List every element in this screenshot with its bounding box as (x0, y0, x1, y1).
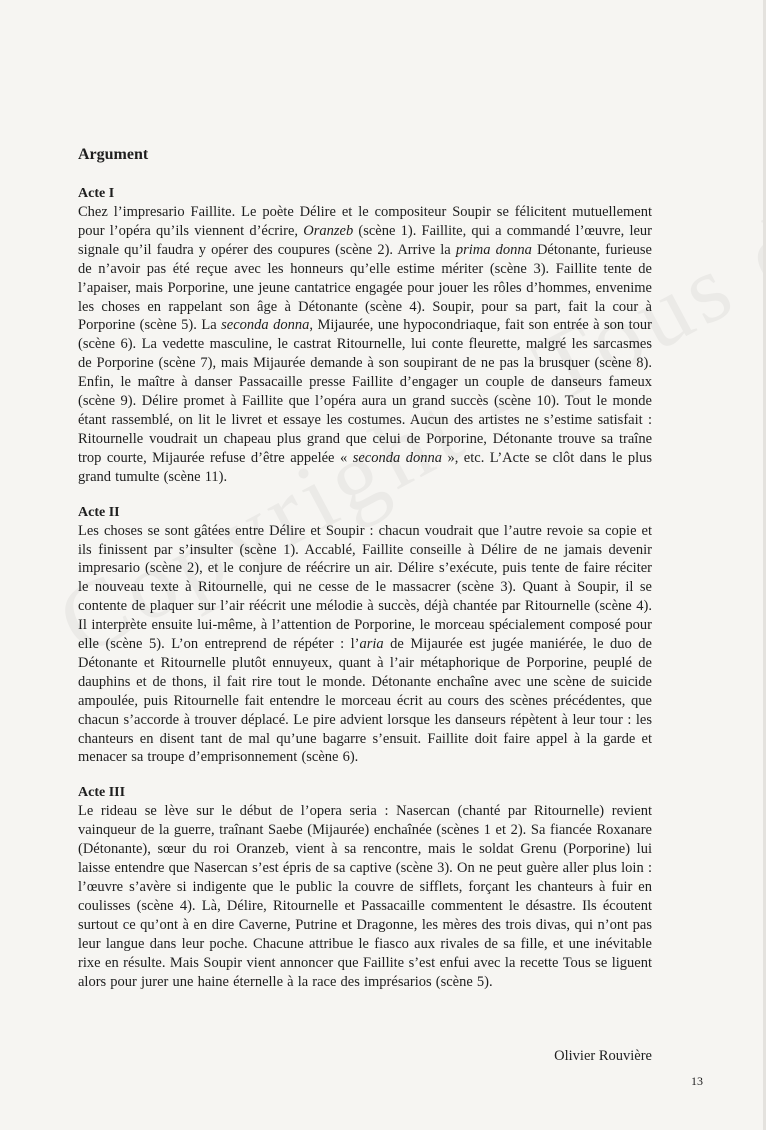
act-2 (78, 505, 652, 768)
act-1-heading: Acte I (78, 186, 115, 201)
act-3 (78, 785, 652, 991)
act-1-text: Chez l’impresario Faillite. Le poète Délire et le compositeur Soupir se félicitent mutuellement pour l’opéra qu’ils viennent d’écrire, Oranzeb (scène 1). Faillite, qui a commandé l’œuvre, leur signale qu’il faudra y opérer des coupures (scène 2). Arrive la prima donna Détonante, furieuse de n’avoir pas été reçue avec les honneurs qu’elle estime mériter (scène 3). Faillite tente de l’apaiser, mais Porporine, une jeune cantatrice engagée pour jouer les rôles d’hommes, envenime les choses en rappelant son âge à Détonante (scène 4). Soupir, pour sa part, fait la cour à Porporine (scène 5). La seconda donna, Mijaurée, une hypocondriaque, fait son entrée à son tour (scène 6). La vedette masculine, le castrat Ritournelle, lui conte fleurette, malgré les sarcasmes de Porporine (scène 7), mais Mijaurée demande à son soupirant de ne pas la brusquer (scène 8). Enfin, le maître à danser Passacaille presse Faillite d’engager un couple de danseurs fameux (scène 9). Délire promet à Faillite que l’opéra aura un grand succès (scène 10). Tout le monde étant rassemblé, on lit le livret et essaye les costumes. Aucun des artistes ne s’estime satisfait : Ritournelle voudrait un chapeau plus grand que celui de Porporine, Détonante trouve sa traîne trop courte, Mijaurée refuse d’être appelée « seconda donna », etc. L’Acte se clôt dans le plus grand tumulte (scène 11). (78, 204, 652, 485)
author-signature: Olivier Rouvière (554, 1048, 652, 1064)
argument-section (78, 146, 652, 1009)
act-3-heading: Acte III (78, 785, 126, 801)
section-title: Argument (78, 146, 149, 163)
act-2-heading: Acte II (78, 504, 120, 520)
act-1 (78, 186, 652, 487)
act-2-text: Les choses se sont gâtées entre Délire et Soupir : chacun voudrait que l’autre revoie sa copie et ils finissent par s’insulter (scène 1). Accablé, Faillite conseille à Délire de ne jamais devenir impresario (scène 2), et le conjure de réécrire un air. Délire s’exécute, puis tente de faire réciter le nouveau texte à Ritournelle, qui ne cesse de le massacrer (scène 3). Quant à Soupir, il se contente de plaquer sur l’air réécrit une mélodie à succès, déjà chantée par Ritournelle (scène 4). Il interprète ensuite lui-même, à l’attention de Porporine, le morceau spécialement composé pour elle (scène 5). L’on entreprend de répéter : l’aria de Mijaurée est jugée maniérée, le duo de Détonante et Ritournelle plutôt ennuyeux, quant à l’air métaphorique de Porporine, peuplé de dauphins et de thons, il fait rire tout le monde. Détonante enchaîne avec une scène de suicide ampoulée, puis Ritournelle fait entendre le morceau écrit au cours des scènes précédentes, que chacun s’accorde à trouver déplacé. Le pire advient lorsque les danseurs répètent à leur tour : les chanteurs en disent tant de mal qu’une bagarre s’ensuit. Faillite doit faire appel à la garde et menacer sa troupe d’emprisonnement (scène 6). (78, 522, 652, 766)
page-number: 13 (691, 1074, 703, 1088)
act-3-text: Le rideau se lève sur le début de l’opera seria : Nasercan (chanté par Ritournelle) revient vainqueur de la guerre, traînant Saebe (Mijaurée) enchaînée (scènes 1 et 2). Sa fiancée Roxanare (Détonante), sœur du roi Oranzeb, vient à sa rencontre, mais le soldat Grenu (Porporine) lui laisse entendre que Nasercan s’est épris de sa captive (scène 3). On ne peut guère aller plus loin : l’œuvre s’avère si indigente que le public la couvre de sifflets, forçant les chanteurs à fuir en coulisses (scène 4). Là, Délire, Ritournelle et Passacaille commentent le désastre. Ils écoutent surtout ce qu’ont à en dire Caverne, Putrine et Dragonne, les mères des trois divas, qui n’ont pas leur langue dans leur poche. Chacune attribue le fiasco aux rivales de sa fille, et une inévitable rixe en résulte. Mais Soupir vient annoncer que Faillite s’est enfui avec la recette Tous se liguent alors pour jurer une haine éternelle à la race des imprésarios (scène 5). (78, 803, 652, 990)
